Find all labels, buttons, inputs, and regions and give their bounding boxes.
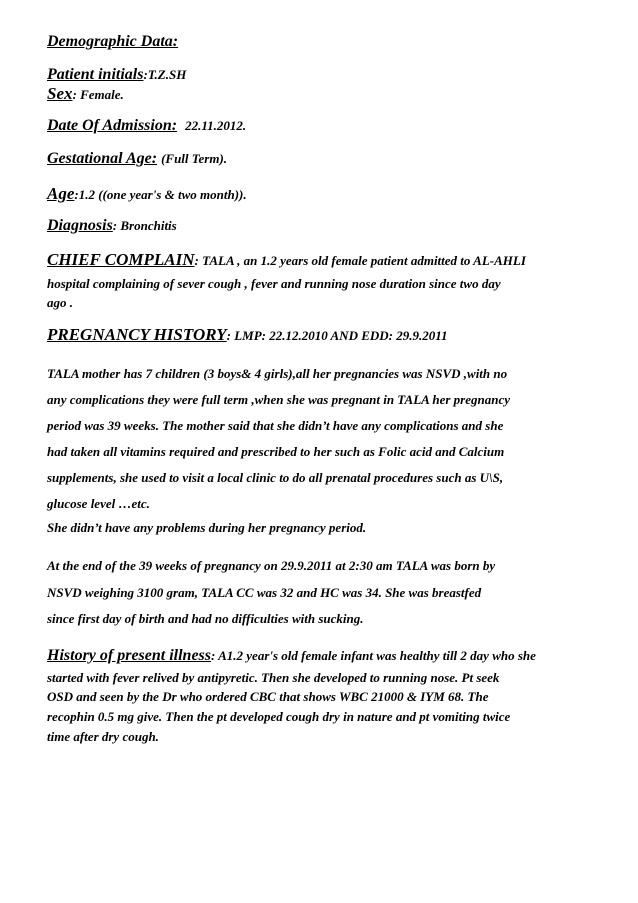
present-illness-label: History of present illness	[47, 647, 212, 664]
age-label: Age	[47, 184, 75, 203]
chief-complain-label: CHIEF COMPLAIN	[47, 250, 195, 269]
chief-complain-row	[47, 250, 526, 270]
present-illness-line-2: started with fever relived by antipyretic. Then she developed to running nose. Pt seek	[47, 670, 500, 685]
patient-initials-label: Patient initials	[47, 66, 144, 83]
age-value: :1.2 ((one year's & two month)).	[74, 187, 247, 202]
chief-complain-line-2: hospital complaining of sever cough , fever and running nose duration since two day	[47, 276, 501, 291]
sex-row	[47, 84, 124, 104]
diagnosis-value: : Bronchitis	[112, 218, 177, 233]
pregnancy-history-label: PREGNANCY HISTORY	[47, 325, 227, 344]
admission-value: 22.11.2012.	[185, 118, 247, 133]
pregnancy-para1-line-1: TALA mother has 7 children (3 boys& 4 girls),all her pregnancies was NSVD ,with no	[47, 366, 508, 381]
gestational-age-value: (Full Term).	[161, 151, 228, 166]
gestational-age-label: Gestational Age:	[47, 150, 158, 167]
gestational-age-row	[47, 150, 227, 168]
pregnancy-para1-line-6: glucose level …etc.	[47, 496, 150, 511]
patient-initials-value: :T.Z.SH	[143, 67, 187, 82]
admission-row	[47, 117, 246, 135]
age-row	[47, 184, 247, 204]
patient-initials-row	[47, 66, 186, 84]
sex-value: : Female.	[72, 87, 124, 102]
diagnosis-row	[47, 217, 177, 235]
present-illness-line-3: OSD and seen by the Dr who ordered CBC that shows WBC 21000 & IYM 68. The	[47, 689, 489, 704]
present-illness-line-5: time after dry cough.	[47, 729, 159, 744]
pregnancy-para2-line-1: At the end of the 39 weeks of pregnancy on 29.9.2011 at 2:30 am TALA was born by	[47, 558, 496, 573]
pregnancy-para2-line-3: since first day of birth and had no difficulties with sucking.	[47, 611, 364, 626]
pregnancy-para1-line-4: had taken all vitamins required and prescribed to her such as Folic acid and Calcium	[47, 444, 505, 459]
pregnancy-history-row	[47, 325, 448, 345]
chief-complain-line-1: : TALA , an 1.2 years old female patient admitted to AL-AHLI	[194, 253, 526, 268]
pregnancy-para1-line-5: supplements, she used to visit a local clinic to do all prenatal procedures such as U\S,	[47, 470, 504, 485]
chief-complain-line-3: ago .	[47, 295, 73, 310]
admission-label: Date Of Admission:	[47, 117, 178, 134]
demographic-heading: Demographic Data:	[47, 33, 179, 50]
pregnancy-para1-line-2: any complications they were full term ,when she was pregnant in TALA her pregnancy	[47, 392, 510, 407]
present-illness-line-1: : A1.2 year's old female infant was healthy till 2 day who she	[211, 648, 536, 663]
present-illness-line-4: recophin 0.5 mg give. Then the pt developed cough dry in nature and pt vomiting twice	[47, 709, 511, 724]
present-illness-row	[47, 647, 536, 665]
sex-label: Sex	[47, 84, 73, 103]
pregnancy-para1-line-3: period was 39 weeks. The mother said that she didn’t have any complications and she	[47, 418, 504, 433]
pregnancy-para2-line-2: NSVD weighing 3100 gram, TALA CC was 32 and HC was 34. She was breastfed	[47, 585, 482, 600]
pregnancy-para1-line-7: She didn’t have any problems during her pregnancy period.	[47, 520, 367, 535]
diagnosis-label: Diagnosis	[47, 217, 113, 234]
pregnancy-history-dates: : LMP: 22.12.2010 AND EDD: 29.9.2011	[226, 328, 448, 343]
